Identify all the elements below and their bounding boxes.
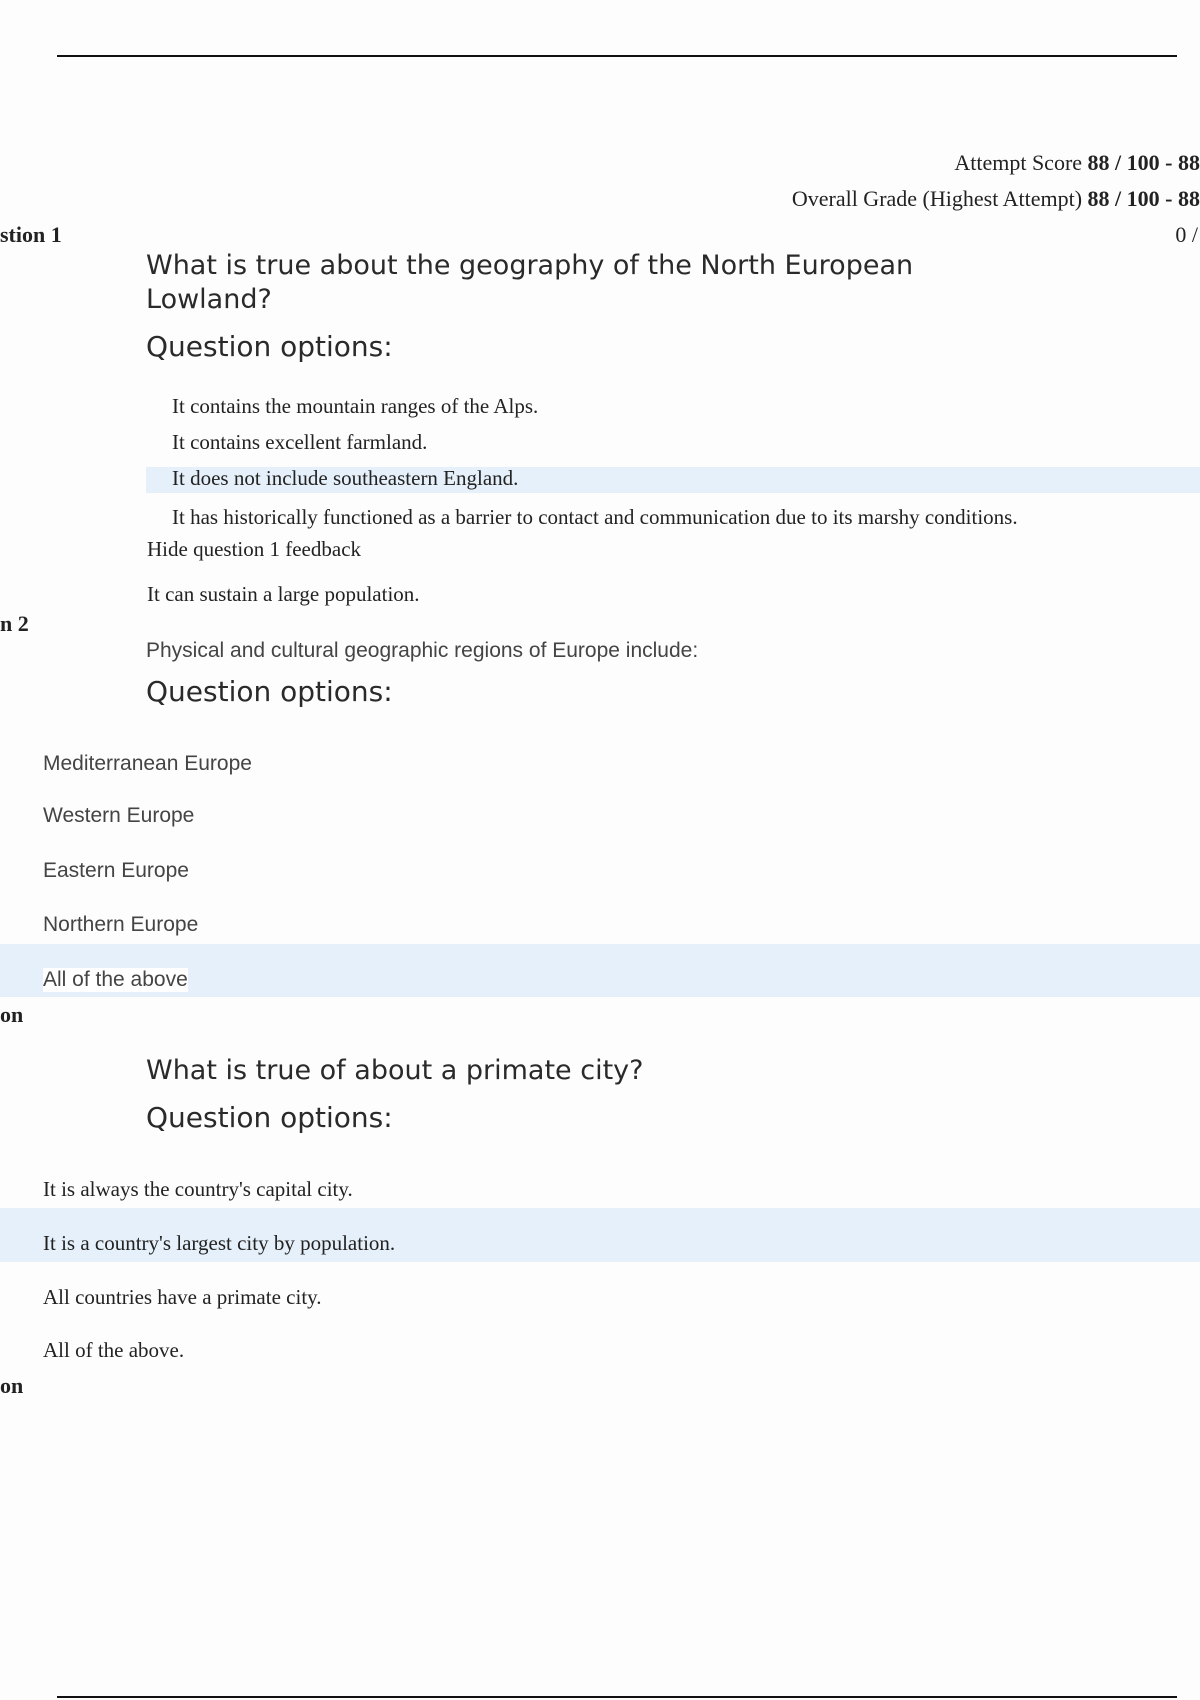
- attempt-score-value: 88 / 100 - 88: [1087, 150, 1200, 175]
- question-2-options-heading: Question options:: [146, 675, 393, 708]
- question-4-label: on: [0, 1373, 24, 1398]
- question-1-title-line2: Lowland?: [146, 284, 272, 315]
- question-1-title: What is true about the geography of the North European: [146, 250, 914, 281]
- option[interactable]: It is always the country's capital city.: [43, 1177, 353, 1201]
- option[interactable]: It contains excellent farmland.: [172, 430, 428, 454]
- option-selected[interactable]: All of the above: [43, 968, 188, 991]
- attempt-score-label: Attempt Score: [954, 150, 1083, 175]
- question-1-feedback: It can sustain a large population.: [147, 582, 420, 606]
- option[interactable]: Western Europe: [43, 804, 195, 827]
- question-1-options-heading: Question options:: [146, 330, 393, 363]
- option-selected[interactable]: It is a country's largest city by population.: [43, 1231, 396, 1255]
- option[interactable]: It has historically functioned as a barrier to contact and communication due to its marshy conditions.: [172, 505, 1018, 529]
- option[interactable]: It contains the mountain ranges of the Alps.: [172, 394, 539, 418]
- top-divider: [57, 55, 1177, 57]
- question-3-label: on: [0, 1002, 24, 1027]
- option[interactable]: Mediterranean Europe: [43, 752, 252, 775]
- attempt-score: [954, 150, 1200, 176]
- overall-grade-label: Overall Grade (Highest Attempt): [791, 186, 1083, 211]
- question-1-label: stion 1: [0, 222, 62, 247]
- question-3-options-heading: Question options:: [146, 1101, 393, 1134]
- option[interactable]: All of the above.: [43, 1338, 185, 1362]
- option[interactable]: All countries have a primate city.: [43, 1285, 322, 1309]
- bottom-divider: [57, 1696, 1177, 1698]
- option-selected[interactable]: It does not include southeastern England.: [172, 466, 519, 490]
- overall-grade: [792, 186, 1200, 212]
- option[interactable]: Eastern Europe: [43, 859, 189, 882]
- overall-grade-value: 88 / 100 - 88: [1087, 186, 1200, 211]
- hide-feedback-link[interactable]: Hide question 1 feedback: [147, 537, 362, 561]
- question-2-title: Physical and cultural geographic regions of Europe include:: [146, 639, 699, 662]
- question-3-title: What is true of about a primate city?: [146, 1055, 644, 1086]
- question-1-score: 0 /: [1175, 222, 1198, 247]
- option[interactable]: Northern Europe: [43, 913, 199, 936]
- question-2-label: n 2: [0, 611, 29, 636]
